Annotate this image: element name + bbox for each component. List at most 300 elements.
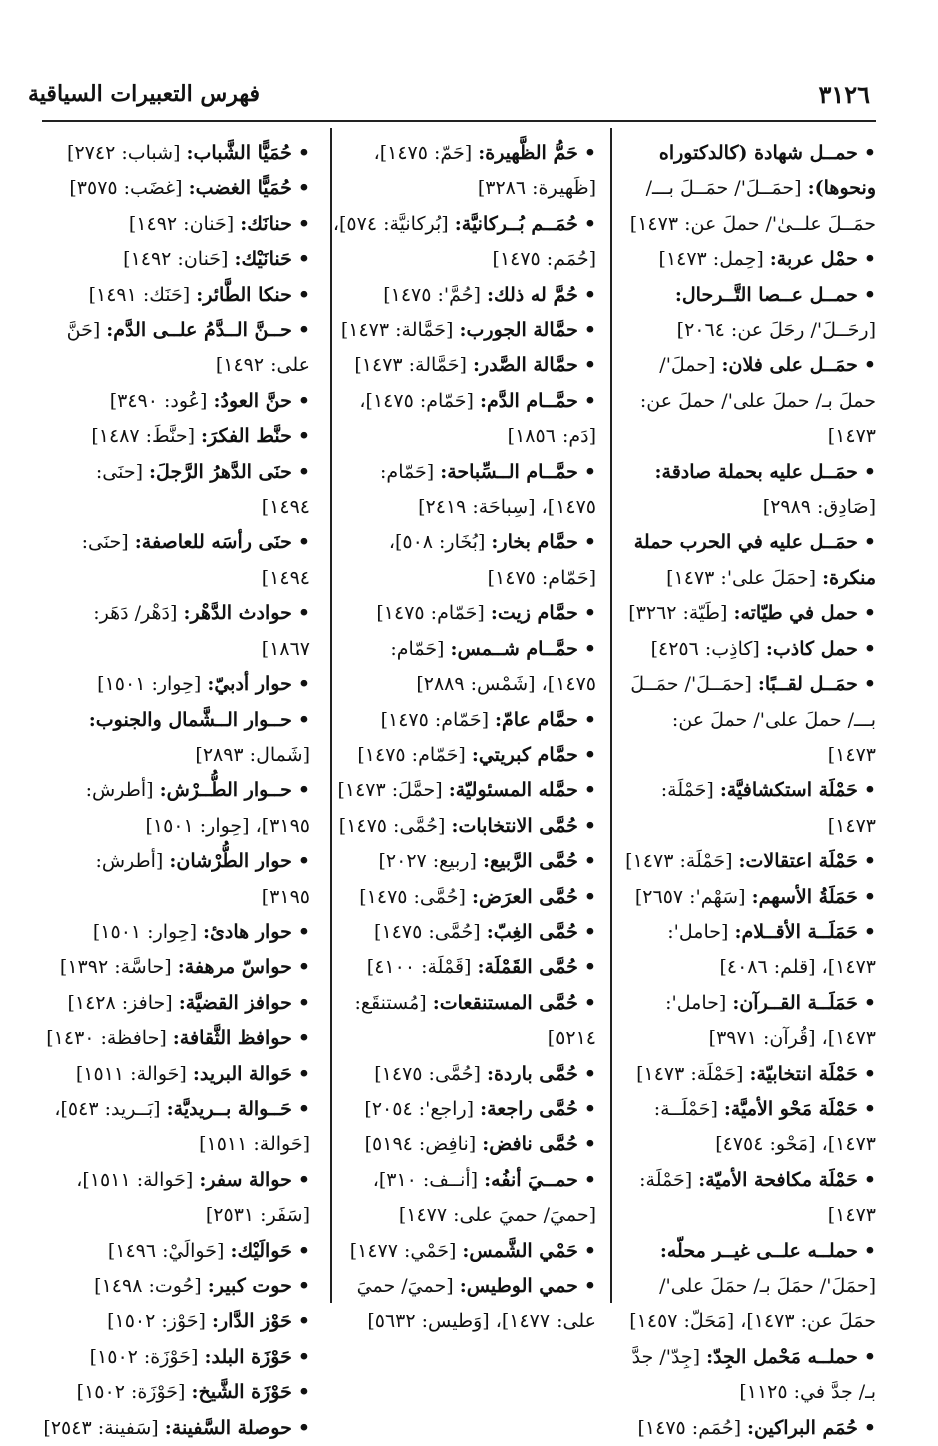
index-entry bbox=[330, 1269, 596, 1340]
bullet-icon: • bbox=[863, 920, 876, 943]
bullet-icon: • bbox=[297, 319, 310, 342]
entry-term: حوصلة السَّفينة: bbox=[164, 1416, 292, 1439]
index-entry bbox=[618, 1057, 876, 1092]
index-entry bbox=[330, 738, 596, 773]
entry-reference: [حافز: ١٤٢٨] bbox=[67, 991, 173, 1014]
entry-reference: [شَمال: ٢٨٩٣] bbox=[195, 743, 310, 766]
entry-term: حَمَلَةُ الأسهم: bbox=[751, 885, 858, 908]
index-entry bbox=[618, 844, 876, 879]
bullet-icon: • bbox=[583, 460, 596, 483]
entry-reference: [راجع': ٢٠٥٤] bbox=[364, 1097, 475, 1120]
entry-reference: [حنَى: ١٤٩٤] bbox=[81, 531, 310, 589]
index-entry bbox=[42, 844, 310, 915]
entry-term: حُمَّى الغِبّ: bbox=[486, 920, 578, 943]
bullet-icon: • bbox=[297, 1239, 310, 1262]
entry-reference: [حُمَّ': ١٤٧٥] bbox=[383, 283, 481, 306]
index-entry bbox=[330, 632, 596, 703]
entry-reference: [حَمّام: ١٤٧٥] bbox=[376, 602, 485, 625]
bullet-icon: • bbox=[297, 1345, 310, 1368]
running-title: فهرس التعبيرات السياقية bbox=[28, 81, 261, 107]
entry-reference: [غضَب: ٣٥٧٥] bbox=[69, 177, 183, 200]
entry-term: حمَّــام الدَّم: bbox=[479, 389, 578, 412]
entry-term: حنكا الطَّائر: bbox=[196, 283, 292, 306]
entry-term: حمَّام عامّ: bbox=[495, 708, 578, 731]
entry-term: حمــيَ أنفُه: bbox=[484, 1168, 578, 1191]
entry-term: حوت كبير: bbox=[207, 1275, 292, 1297]
entry-reference: [حَمْلَــة: ١٤٧٣]، [مَحْو: ٤٧٥٤] bbox=[653, 1097, 876, 1156]
entry-reference: [أنــف: ٣١٠]، [حميَ/ حميَ على: ١٤٧٧] bbox=[372, 1168, 596, 1227]
index-entry bbox=[42, 384, 310, 419]
entry-term: حُمَّى العرَض: bbox=[471, 885, 578, 908]
bullet-icon: • bbox=[297, 779, 310, 802]
entry-reference: [مُستنقَع: ٥٢١٤] bbox=[354, 991, 596, 1050]
entry-reference: [دَهْر/ دَهَر: ١٨٦٧] bbox=[93, 602, 310, 660]
entry-reference: [حَمّام: ١٤٧٥] bbox=[357, 743, 466, 766]
index-entry bbox=[330, 703, 596, 738]
entry-term: حمَــل على فلان: bbox=[721, 354, 858, 377]
bullet-icon: • bbox=[583, 779, 596, 802]
entry-reference: [حَوْزَة: ١٥٠٢] bbox=[89, 1345, 199, 1368]
entry-term: حَمْلَة مكافحة الأميّة: bbox=[698, 1168, 858, 1191]
entry-reference: [حُمَّى: ١٤٧٥] bbox=[359, 885, 466, 908]
entry-reference: [بُخَار: ٥٠٨]، [حَمّام: ١٤٧٥] bbox=[388, 531, 596, 589]
index-entry bbox=[42, 773, 310, 844]
index-entry bbox=[330, 844, 596, 879]
bullet-icon: • bbox=[863, 354, 876, 377]
index-entry bbox=[618, 596, 876, 631]
bullet-icon: • bbox=[297, 389, 310, 412]
index-entry bbox=[330, 986, 596, 1057]
bullet-icon: • bbox=[297, 708, 310, 731]
index-entry bbox=[42, 1375, 310, 1410]
entry-term: حَمْلَة مَحْو الأميَّة: bbox=[723, 1097, 858, 1120]
index-entry bbox=[42, 1340, 310, 1375]
index-entry bbox=[330, 596, 596, 631]
entry-reference: [حامل': ١٤٧٣]، [قلم: ٤٠٨٦] bbox=[667, 920, 876, 979]
entry-reference: [حمَّلَ: ١٤٧٣] bbox=[337, 779, 443, 802]
index-column-right bbox=[618, 136, 876, 1446]
entry-reference: [حمَلَ'/ حمَلَ بـ/ حمَلَ على'/ حمَلَ عن: ١٤٧٣]، [مَحَلّ: ١٤٥٧] bbox=[629, 1275, 876, 1333]
entry-reference: [نافِض: ٥١٩٤] bbox=[364, 1133, 477, 1156]
entry-term: حُمَّى القَمْلَة: bbox=[477, 956, 578, 979]
index-entry bbox=[330, 880, 596, 915]
entry-reference: [حاسَّة: ١٣٩٢] bbox=[59, 956, 172, 979]
entry-term: حمَّام كبريتي: bbox=[471, 743, 578, 766]
index-entry bbox=[330, 1057, 596, 1092]
index-entry bbox=[330, 313, 596, 348]
bullet-icon: • bbox=[583, 956, 596, 979]
bullet-icon: • bbox=[583, 142, 596, 164]
index-entry bbox=[42, 242, 310, 277]
index-entry bbox=[330, 915, 596, 950]
bullet-icon: • bbox=[297, 673, 310, 696]
bullet-icon: • bbox=[583, 1275, 596, 1297]
entry-term: حمــل شهادة (كالدكتوراه ونحوها): bbox=[658, 142, 876, 200]
index-entry bbox=[330, 950, 596, 985]
bullet-icon: • bbox=[863, 673, 876, 696]
entry-reference: [حَوالة: ١٥١١] bbox=[75, 1062, 187, 1085]
entry-reference: [شباب: ٢٧٤٢] bbox=[67, 142, 181, 164]
entry-reference: [حَمّام: ١٤٧٥]، [شَمْس: ٢٨٨٩] bbox=[390, 637, 596, 696]
index-entry bbox=[42, 950, 310, 985]
entry-reference: [قَمْلَة: ٤١٠٠] bbox=[366, 956, 472, 979]
index-entry bbox=[330, 207, 596, 278]
bullet-icon: • bbox=[297, 425, 310, 448]
bullet-icon: • bbox=[863, 850, 876, 873]
entry-reference: [حَنان: ١٤٩٢] bbox=[128, 212, 235, 235]
bullet-icon: • bbox=[583, 1097, 596, 1120]
entry-reference: [حُمَم: ١٤٧٥] bbox=[637, 1416, 741, 1439]
index-column-middle bbox=[330, 136, 596, 1340]
entry-term: حَمَلَــة القــرآن: bbox=[732, 991, 858, 1014]
index-entry bbox=[42, 915, 310, 950]
bullet-icon: • bbox=[297, 1416, 310, 1439]
entry-reference: [حمَــلَ'/ حمَــلَ بـــ/ حمَــلَ علــىٰ'/ حملَ عن: ١٤٧٣] bbox=[629, 177, 876, 235]
entry-reference: [أطرش: ٣١٩٥] bbox=[95, 850, 310, 908]
entry-term: حملــه علــى غيــر محلّه: bbox=[659, 1239, 858, 1262]
bullet-icon: • bbox=[863, 1416, 876, 1439]
entry-term: حنَّط الفكرَ: bbox=[201, 425, 292, 448]
bullet-icon: • bbox=[297, 956, 310, 979]
entry-term: حَمْلَة استكشافيَّة: bbox=[719, 779, 858, 802]
entry-term: حوافز القضيَّة: bbox=[178, 991, 292, 1014]
index-entry bbox=[42, 667, 310, 702]
entry-term: حمَــل لقــبًا: bbox=[757, 673, 858, 696]
entry-reference: [بَــريد: ٥٤٣]، [حَوالة: ١٥١١] bbox=[54, 1097, 310, 1156]
entry-reference: [حَمْي: ١٤٧٧] bbox=[349, 1239, 457, 1262]
index-entry bbox=[42, 1411, 310, 1446]
entry-term: حنانَك: bbox=[240, 212, 292, 235]
entry-reference: [حنَى: ١٤٩٤] bbox=[95, 460, 310, 519]
bullet-icon: • bbox=[297, 1027, 310, 1050]
index-entry bbox=[330, 348, 596, 383]
bullet-icon: • bbox=[863, 602, 876, 625]
bullet-icon: • bbox=[297, 248, 310, 271]
entry-term: حُمَيًّا الشَّباب: bbox=[186, 142, 292, 164]
bullet-icon: • bbox=[297, 850, 310, 873]
index-entry bbox=[42, 1021, 310, 1056]
page-number: ٣١٢٦ bbox=[818, 79, 870, 109]
entry-term: حواسّ مرهفة: bbox=[177, 956, 292, 979]
index-entry bbox=[618, 136, 876, 242]
entry-term: حَوْزَة البلد: bbox=[204, 1345, 292, 1368]
index-entry bbox=[42, 986, 310, 1021]
entry-reference: [حَوْز: ١٥٠٢] bbox=[107, 1310, 206, 1333]
entry-reference: [حَمّ: ١٤٧٥]، [ظَهيرة: ٣٢٨٦] bbox=[373, 142, 596, 200]
bullet-icon: • bbox=[297, 991, 310, 1014]
bullet-icon: • bbox=[583, 743, 596, 766]
index-entry bbox=[42, 1092, 310, 1163]
entry-reference: [رحَــلَ'/ رحَلَ عن: ٢٠٦٤] bbox=[676, 319, 876, 342]
index-entry bbox=[330, 1163, 596, 1234]
entry-reference: [حامل': ١٤٧٣]، [قُرآن: ٣٩٧١] bbox=[665, 991, 876, 1050]
bullet-icon: • bbox=[297, 1062, 310, 1085]
entry-reference: [حميَ/ حميَ على: ١٤٧٧]، [وَطيس: ٥٦٣٢] bbox=[356, 1275, 596, 1333]
entry-reference: [بُركانيَّة: ٥٧٤]، [حُمَم: ١٤٧٥] bbox=[332, 212, 596, 271]
index-entry bbox=[42, 703, 310, 774]
entry-reference: [حِوار: ١٥٠١] bbox=[97, 673, 202, 696]
bullet-icon: • bbox=[297, 531, 310, 554]
entry-reference: [حُمَّى: ١٤٧٥] bbox=[338, 814, 446, 837]
entry-reference: [حَنَك: ١٤٩١] bbox=[88, 283, 191, 306]
entry-term: حمَّله المسئوليّة: bbox=[448, 779, 578, 802]
entry-term: حمَــل عليه بحملة صادقة: bbox=[654, 460, 858, 483]
entry-reference: [حنَّطَ: ١٤٨٧] bbox=[91, 425, 195, 448]
entry-term: حمل في طيّاته: bbox=[733, 602, 858, 625]
index-entry bbox=[618, 525, 876, 596]
entry-term: حنَى رأسَه للعاصفة: bbox=[134, 531, 292, 554]
entry-reference: [عُود: ٣٤٩٠] bbox=[109, 389, 208, 412]
entry-reference: [حافظة: ١٤٣٠] bbox=[46, 1027, 167, 1050]
bullet-icon: • bbox=[583, 602, 596, 625]
bullet-icon: • bbox=[297, 177, 310, 200]
entry-term: حَوْز الدَّار: bbox=[211, 1310, 292, 1333]
bullet-icon: • bbox=[583, 389, 596, 412]
entry-term: حُمَيًّا الغضب: bbox=[188, 177, 292, 200]
index-entry bbox=[42, 278, 310, 313]
entry-reference: [حَمّام: ١٤٧٥] bbox=[380, 708, 489, 731]
entry-term: حــنَّ الــدَّمُ علــى الدَّم: bbox=[106, 319, 292, 342]
entry-reference: [حَمْلَة: ١٤٧٣] bbox=[639, 1168, 876, 1227]
index-entry bbox=[330, 1092, 596, 1127]
entry-term: حمَّالة الصَّدر: bbox=[473, 354, 578, 377]
entry-term: حَوالة البريد: bbox=[192, 1062, 292, 1085]
entry-term: حُمَــم بُــركانيَّة: bbox=[454, 212, 578, 235]
index-entry bbox=[618, 348, 876, 454]
entry-term: حوالة سفر: bbox=[199, 1168, 292, 1191]
index-entry bbox=[618, 278, 876, 349]
entry-term: حُمَّى نافض: bbox=[482, 1133, 578, 1156]
entry-term: حمَّــام شــمس: bbox=[450, 637, 578, 660]
index-entry bbox=[618, 667, 876, 773]
entry-term: حَمَلَــة الأقــلام: bbox=[734, 920, 858, 943]
bullet-icon: • bbox=[583, 991, 596, 1014]
bullet-icon: • bbox=[297, 920, 310, 943]
entry-reference: [أطرش: ٣١٩٥]، [حِوار: ١٥٠١] bbox=[85, 779, 310, 837]
bullet-icon: • bbox=[297, 1168, 310, 1191]
index-entry bbox=[618, 1340, 876, 1411]
bullet-icon: • bbox=[863, 885, 876, 908]
entry-term: حمَّام بخار: bbox=[491, 531, 578, 554]
entry-term: حوار أدبيّ: bbox=[207, 673, 292, 696]
bullet-icon: • bbox=[863, 637, 876, 660]
index-entry bbox=[618, 880, 876, 915]
entry-term: حملــه مَحْمل الجِدّ: bbox=[706, 1345, 858, 1368]
entry-reference: [جِدّ'/ جدَّ بـ/ جدَّ في: ١١٢٥] bbox=[631, 1345, 876, 1404]
entry-term: حَمُّ الظَّهيرة: bbox=[478, 142, 578, 164]
index-entry bbox=[330, 1234, 596, 1269]
index-entry bbox=[618, 632, 876, 667]
bullet-icon: • bbox=[583, 637, 596, 660]
entry-reference: [سَفينة: ٢٥٤٣] bbox=[43, 1416, 159, 1439]
entry-reference: [حملَ'/ حملَ بـ/ حملَ على'/ حملَ عن: ١٤٧٣] bbox=[639, 354, 876, 448]
index-entry bbox=[42, 525, 310, 596]
entry-reference: [حَوْزَة: ١٥٠٢] bbox=[76, 1381, 186, 1404]
index-entry bbox=[42, 313, 310, 384]
index-entry bbox=[42, 207, 310, 242]
bullet-icon: • bbox=[297, 460, 310, 483]
entry-reference: [حُمَّى: ١٤٧٥] bbox=[374, 920, 481, 943]
entry-term: حمَّام زيت: bbox=[490, 602, 578, 625]
entry-term: حمــل عــصا التَّــرحال: bbox=[674, 283, 858, 306]
bullet-icon: • bbox=[583, 1168, 596, 1191]
entry-term: حُمَّى الانتخابات: bbox=[451, 814, 578, 837]
bullet-icon: • bbox=[863, 531, 876, 554]
index-entry bbox=[618, 986, 876, 1057]
index-entry bbox=[618, 1411, 876, 1446]
entry-reference: [طَيّة: ٣٢٦٢] bbox=[628, 602, 728, 625]
index-entry bbox=[42, 136, 310, 171]
bullet-icon: • bbox=[297, 602, 310, 625]
entry-term: حنَى الدَّهرُ الرَّجلَ: bbox=[149, 460, 292, 483]
index-entry bbox=[42, 419, 310, 454]
entry-reference: [سَهْم': ٢٦٥٧] bbox=[634, 885, 746, 908]
entry-reference: [حَمْلَة: ١٤٧٣] bbox=[625, 850, 733, 873]
entry-term: حوار هادئ: bbox=[203, 920, 292, 943]
bullet-icon: • bbox=[863, 283, 876, 306]
bullet-icon: • bbox=[297, 142, 310, 164]
entry-reference: [حَمْلَة: ١٤٧٣] bbox=[660, 779, 876, 837]
index-entry bbox=[42, 596, 310, 667]
entry-term: حمَــل عليه في الحرب حملة منكرة: bbox=[633, 531, 876, 589]
entry-term: حَوالَيْك: bbox=[230, 1239, 292, 1262]
index-entry bbox=[330, 1127, 596, 1162]
entry-reference: [حِمل: ١٤٧٣] bbox=[658, 248, 764, 271]
index-entry bbox=[330, 136, 596, 207]
bullet-icon: • bbox=[863, 1345, 876, 1368]
index-entry bbox=[330, 455, 596, 526]
bullet-icon: • bbox=[863, 1062, 876, 1085]
index-entry bbox=[42, 1163, 310, 1234]
index-entry bbox=[42, 1304, 310, 1339]
bullet-icon: • bbox=[297, 1097, 310, 1120]
index-entry bbox=[618, 773, 876, 844]
index-entry bbox=[42, 1234, 310, 1269]
entry-reference: [حِوار: ١٥٠١] bbox=[92, 920, 197, 943]
index-entry bbox=[330, 525, 596, 596]
index-entry bbox=[42, 1057, 310, 1092]
entry-term: حمَّالة الجورب: bbox=[459, 319, 578, 342]
entry-term: حَمْلَة اعتقالات: bbox=[738, 850, 858, 873]
index-entry bbox=[618, 1092, 876, 1163]
entry-term: حُمَّى راجعة: bbox=[480, 1097, 578, 1120]
index-entry bbox=[618, 1163, 876, 1234]
index-column-left bbox=[42, 136, 310, 1446]
header-rule bbox=[42, 120, 876, 122]
entry-reference: [حمَلَ على': ١٤٧٣] bbox=[666, 566, 817, 589]
bullet-icon: • bbox=[863, 779, 876, 802]
entry-reference: [ربيع: ٢٠٢٧] bbox=[378, 850, 477, 873]
entry-term: حُمَّى المستنقعات: bbox=[432, 991, 578, 1014]
entry-term: حمْل عربة: bbox=[769, 248, 858, 271]
entry-term: حَمْلَة انتخابيّة: bbox=[749, 1062, 858, 1085]
bullet-icon: • bbox=[297, 1381, 310, 1404]
entry-reference: [حُوت: ١٤٩٨] bbox=[94, 1275, 202, 1297]
index-entry bbox=[330, 773, 596, 808]
bullet-icon: • bbox=[863, 142, 876, 164]
bullet-icon: • bbox=[583, 212, 596, 235]
entry-term: حوافظ الثَّقافة: bbox=[172, 1027, 292, 1050]
index-entry bbox=[618, 915, 876, 986]
bullet-icon: • bbox=[583, 814, 596, 837]
index-entry bbox=[42, 1269, 310, 1304]
bullet-icon: • bbox=[583, 1062, 596, 1085]
index-entry bbox=[330, 384, 596, 455]
bullet-icon: • bbox=[863, 1239, 876, 1262]
bullet-icon: • bbox=[583, 319, 596, 342]
page-header bbox=[28, 74, 870, 114]
entry-term: حــوار الــشَّمال والجنوب: bbox=[88, 708, 292, 731]
index-entry bbox=[330, 278, 596, 313]
entry-term: حَمْي الشَّمس: bbox=[462, 1239, 578, 1262]
entry-reference: [حَمّام: ١٤٧٥]، [سِباحَة: ٢٤١٩] bbox=[380, 460, 596, 519]
bullet-icon: • bbox=[583, 708, 596, 731]
entry-reference: [صَادِق: ٢٩٨٩] bbox=[762, 496, 876, 519]
entry-term: حنَّ العودُ: bbox=[213, 389, 292, 412]
bullet-icon: • bbox=[583, 531, 596, 554]
index-entry bbox=[618, 455, 876, 526]
entry-reference: [حَمَّالة: ١٤٧٣] bbox=[340, 319, 454, 342]
entry-reference: [حمَــلَ'/ حمَــلَ بـــ/ حملَ على'/ حملَ عن: ١٤٧٣] bbox=[630, 673, 876, 766]
entry-reference: [حَمْلَة: ١٤٧٣] bbox=[636, 1062, 744, 1085]
bullet-icon: • bbox=[863, 1097, 876, 1120]
entry-term: حــوار الطُّــرْش: bbox=[159, 779, 292, 802]
column-divider bbox=[610, 128, 612, 1303]
entry-term: حوار الطُّرْشان: bbox=[169, 850, 292, 873]
bullet-icon: • bbox=[583, 850, 596, 873]
entry-reference: [حَوالة: ١٥١١]، [سَفَر: ٢٥٣١] bbox=[76, 1168, 310, 1227]
bullet-icon: • bbox=[297, 283, 310, 306]
entry-term: حمَّــام الــسِّباحة: bbox=[440, 460, 578, 483]
entry-term: حمي الوطيس: bbox=[459, 1275, 578, 1297]
index-entry bbox=[618, 1234, 876, 1340]
entry-term: حُمَم البراكين: bbox=[747, 1416, 858, 1439]
bullet-icon: • bbox=[583, 283, 596, 306]
bullet-icon: • bbox=[297, 212, 310, 235]
index-entry bbox=[330, 809, 596, 844]
entry-reference: [حَمّام: ١٤٧٥]، [دَم: ١٨٥٦] bbox=[359, 389, 596, 448]
index-entry bbox=[42, 171, 310, 206]
entry-reference: [حَنان: ١٤٩٢] bbox=[123, 248, 229, 271]
entry-term: حُمَّى باردة: bbox=[486, 1062, 578, 1085]
entry-reference: [حَنَّ على: ١٤٩٢] bbox=[66, 319, 310, 377]
entry-term: حَنانَيْك: bbox=[234, 248, 292, 271]
bullet-icon: • bbox=[583, 1239, 596, 1262]
entry-term: حَوْزَة الشَّيخ: bbox=[191, 1381, 292, 1404]
entry-term: حمل كاذب: bbox=[765, 637, 858, 660]
bullet-icon: • bbox=[583, 1133, 596, 1156]
entry-term: حوادث الدَّهْر: bbox=[183, 602, 292, 625]
bullet-icon: • bbox=[583, 920, 596, 943]
bullet-icon: • bbox=[863, 991, 876, 1014]
bullet-icon: • bbox=[863, 460, 876, 483]
entry-reference: [حَمَّالة: ١٤٧٣] bbox=[354, 354, 467, 377]
bullet-icon: • bbox=[863, 1168, 876, 1191]
entry-reference: [حُمَّى: ١٤٧٥] bbox=[374, 1062, 481, 1085]
bullet-icon: • bbox=[583, 354, 596, 377]
index-entry bbox=[618, 242, 876, 277]
bullet-icon: • bbox=[297, 1310, 310, 1333]
entry-term: حُمَّ له ذلك: bbox=[486, 283, 578, 306]
bullet-icon: • bbox=[297, 1275, 310, 1297]
entry-term: حَــوالة بــريديَّة: bbox=[166, 1097, 292, 1120]
entry-term: حُمَّى الرَّبيع: bbox=[482, 850, 578, 873]
bullet-icon: • bbox=[863, 248, 876, 271]
entry-reference: [حَوالَيْ: ١٤٩٦] bbox=[107, 1239, 225, 1262]
bullet-icon: • bbox=[583, 885, 596, 908]
entry-reference: [كاذِب: ٤٢٥٦] bbox=[650, 637, 760, 660]
index-entry bbox=[42, 455, 310, 526]
